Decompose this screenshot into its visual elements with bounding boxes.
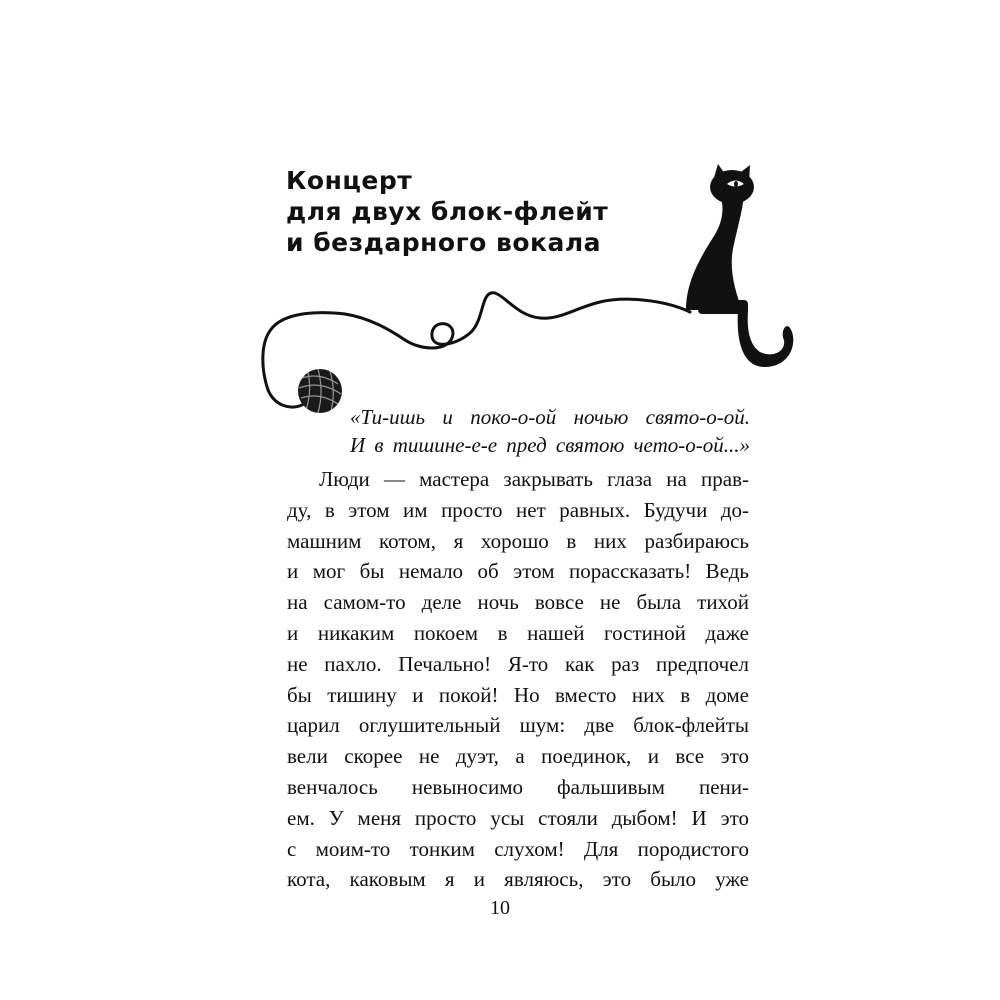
- chapter-title-line: Концерт: [286, 166, 413, 195]
- body-line: на самом-то деле ночь вовсе не была тихой: [287, 590, 749, 615]
- epigraph: [350, 403, 750, 459]
- body-line: царил оглушительный шум: две блок-флейты: [287, 713, 749, 738]
- body-line: вели скорее не дуэт, а поединок, и все это: [287, 744, 749, 769]
- epigraph-line: «Ти-ишь и поко-о-ой ночью свято-о-ой.: [350, 405, 750, 429]
- chapter-title-line: и бездарного вокала: [286, 228, 602, 257]
- body-line: Люди — мастера закрывать глаза на прав-: [319, 467, 749, 491]
- body-text: [287, 464, 749, 895]
- body-line: ем. У меня просто усы стояли дыбом! И это: [287, 805, 749, 830]
- chapter-title-line: для двух блок-флейт: [286, 197, 609, 226]
- body-line: и никаким покоем в нашей гостиной даже: [287, 620, 749, 645]
- body-line: с моим-то тонким слухом! Для породистого: [287, 836, 749, 861]
- page-number: 10: [490, 897, 510, 919]
- yarn-ball-icon: [298, 369, 342, 413]
- body-line: и мог бы немало об этом порассказать! Ведь: [287, 559, 749, 584]
- body-line: венчалось невыносимо фальшивым пени-: [287, 774, 749, 799]
- body-line: бы тишину и покой! Но вместо них в доме: [287, 682, 749, 707]
- body-line: кота, каковым я и являюсь, это было уже: [287, 867, 749, 892]
- body-line: ду, в этом им просто нет равных. Будучи до-: [287, 497, 749, 522]
- black-cat-icon: [686, 164, 793, 367]
- epigraph-line: И в тишине-е-е пред святою чето-о-ой...»: [350, 433, 750, 457]
- body-line: не пахло. Печально! Я-то как раз предпочел: [287, 651, 749, 676]
- body-line: машним котом, я хорошо в них разбираюсь: [287, 528, 749, 553]
